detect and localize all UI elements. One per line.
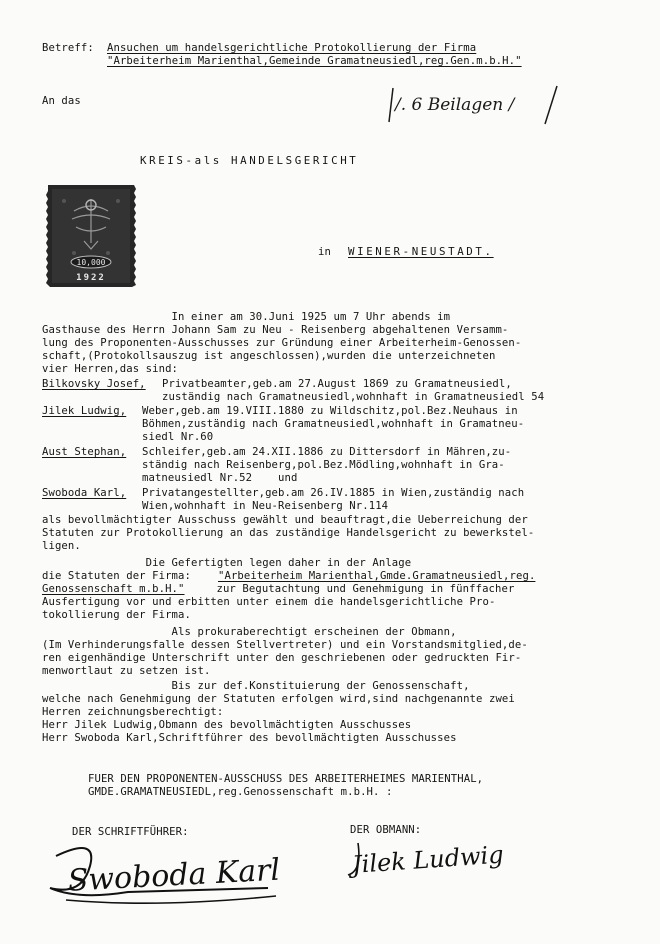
para1-line-1: In einer am 30.Juni 1925 um 7 Uhr abends im [42,311,451,323]
para4-line-5: Herr Swoboda Karl,Schriftführer des bevollmächtigten Ausschusses [42,732,457,744]
member-detail-3a: Schleifer,geb.am 24.XII.1886 zu Dittersdorf in Mähren,zu- [142,446,512,458]
signature-label-secretary: DER SCHRIFTFÜHRER: [72,826,189,838]
signature-label-chairman: DER OBMANN: [350,824,422,836]
closing-line-1: FUER DEN PROPONENTEN-AUSSCHUSS DES ARBEITERHEIMES MARIENTHAL, [88,773,484,785]
para3-line-3: ren eigenhändige Unterschrift unter den geschriebenen oder gedruckten Fir- [42,652,522,664]
para1-end-line-3: ligen. [42,540,81,552]
member-name-1: Bilkovsky Josef, [42,378,146,390]
para4-line-4: Herr Jilek Ludwig,Obmann des bevollmächtigten Ausschusses [42,719,412,731]
para2-firm-name-2: Genossenschaft m.b.H." [42,583,185,595]
signature-chairman [338,825,558,885]
para1-line-5: vier Herren,das sind: [42,363,179,375]
para1-line-4: schaft,(Protokollsauszug ist angeschlossen),wurden die unterzeichneten [42,350,496,362]
para1-end-line-1: als bevollmächtigter Ausschuss gewählt und beauftragt,die Ueberreichung der [42,514,528,526]
subject-line-2: "Arbeiterheim Marienthal,Gemeinde Gramatneusiedl,reg.Gen.m.b.H." [107,55,522,67]
para1-line-2: Gasthause des Herrn Johann Sam zu Neu - Reisenberg abgehaltenen Versamm- [42,324,509,336]
stamp-value: 10,000 [76,258,106,267]
para2-firm-name-1: "Arbeiterheim Marienthal,Gmde.Gramatneusiedl,reg. [218,570,536,582]
para2-line-4: Ausfertigung vor und erbitten unter einem die handelsgerichtliche Pro- [42,596,496,608]
para4-line-1: Bis zur def.Konstituierung der Genossenschaft, [42,680,470,692]
member-detail-1a: Privatbeamter,geb.am 27.August 1869 zu Gramatneusiedl, [162,378,512,390]
para1-end-line-2: Statuten zur Protokollierung an das zuständige Handelsgericht zu bewerkstel- [42,527,535,539]
member-detail-3b: ständig nach Reisenberg,pol.Bez.Mödling,wohnhaft in Gra- [142,459,505,471]
closing-line-2: GMDE.GRAMATNEUSIEDL,reg.Genossenschaft m.b.H. : [88,786,393,798]
para2-line-5: tokollierung der Firma. [42,609,191,621]
para2-line-1: Die Gefertigten legen daher in der Anlage [42,557,412,569]
member-detail-3c: matneusiedl Nr.52 und [142,472,298,484]
para4-line-3: Herren zeichnungsberechtigt: [42,706,224,718]
member-detail-1b: zuständig nach Gramatneusiedl,wohnhaft in Gramatneusiedl 54 [162,391,545,403]
signature-secretary-script: Swoboda Karl [66,852,281,899]
subject-line-1: Ansuchen um handelsgerichtliche Protokollierung der Firma [107,42,477,54]
member-detail-2b: Böhmen,zuständig nach Gramatneusiedl,wohnhaft in Gramatneu- [142,418,525,430]
court-location-prefix: in [318,246,331,258]
member-detail-2c: siedl Nr.60 [142,431,214,443]
member-detail-4b: Wien,wohnhaft in Neu-Reisenberg Nr.114 [142,500,389,512]
signature-secretary [38,826,288,916]
court-location-city: WIENER-NEUSTADT. [348,245,494,258]
member-name-4: Swoboda Karl, [42,487,127,499]
member-detail-4a: Privatangestellter,geb.am 26.IV.1885 in Wien,zuständig nach [142,487,525,499]
beilagen-text: /. 6 Beilagen / [395,95,515,115]
para2-line-2-prefix: die Statuten der Firma: [42,570,191,582]
para1-line-3: lung des Proponenten-Ausschusses zur Gründung einer Arbeiterheim-Genossen- [42,337,522,349]
court-heading: KREIS-als HANDELSGERICHT [140,154,359,167]
subject-label: Betreff: [42,42,94,54]
para3-line-2: (Im Verhinderungsfalle dessen Stellvertreter) und ein Vorstandsmitglied,de- [42,639,528,651]
para4-line-2: welche nach Genehmigung der Statuten erfolgen wird,sind nachgenannte zwei [42,693,515,705]
member-name-3: Aust Stephan, [42,446,127,458]
member-name-2: Jilek Ludwig, [42,405,127,417]
para2-line-3-rest: zur Begutachtung und Genehmigung in fünffacher [210,583,515,595]
signature-chairman-script: Jilek Ludwig [351,840,505,879]
member-detail-2a: Weber,geb.am 19.VIII.1880 zu Wildschitz,pol.Bez.Neuhaus in [142,405,518,417]
stamp-year: 1922 [76,273,106,283]
handwritten-attachments-note [385,82,565,126]
revenue-stamp [44,183,138,289]
para3-line-4: menwortlaut zu setzen ist. [42,665,211,677]
addressee-label: An das [42,95,81,107]
para3-line-1: Als prokuraberechtigt erscheinen der Obmann, [42,626,457,638]
